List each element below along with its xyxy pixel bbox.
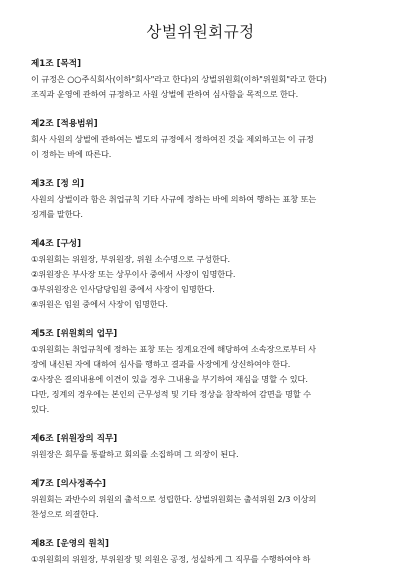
- article-text-line: ①위원회는 위원장, 부위원장, 위원 소수명으로 구성한다.: [31, 254, 231, 264]
- article-text-line: ②사장은 결의내용에 이견이 있을 경우 그내용을 부기하여 재심을 명할 수 있다.: [31, 374, 308, 384]
- article-3: [31, 178, 370, 222]
- article-text-line: 이 정하는 바에 따른다.: [31, 149, 112, 159]
- article-text-line: 조직과 운영에 관하여 규정하고 사원 상벌에 관하여 심사함을 목적으로 한다.: [31, 89, 299, 99]
- article-text-line: 회사 사원의 상벌에 관하여는 별도의 규정에서 정하여진 것을 제외하고는 이 규정: [31, 134, 314, 144]
- article-heading: 제1조 [목적]: [31, 59, 82, 69]
- article-heading: 제3조 [정 의]: [31, 179, 85, 189]
- article-heading: 제5조 [위원회의 업무]: [31, 329, 118, 339]
- article-7: [31, 478, 370, 522]
- article-text-line: 위원장은 회무를 통괄하고 회의를 소집하며 그 의장이 된다.: [31, 449, 239, 459]
- article-heading: 제7조 [의사정족수]: [31, 479, 106, 489]
- article-text-line: ③부위원장은 인사담당임원 중에서 사장이 임명한다.: [31, 284, 215, 294]
- article-heading: 제8조 [운영의 원칙]: [31, 539, 109, 549]
- article-text-line: ①위원회의 위원장, 부위원장 및 의원은 공정, 성실하게 그 직무를 수행하여야 하: [31, 554, 311, 564]
- article-6: [31, 433, 370, 462]
- article-text-line: 장에 내신된 자에 대하여 심사를 행하고 결과를 사장에게 상신하여야 한다.: [31, 359, 291, 369]
- document-title: 상벌위원회규정: [146, 23, 255, 41]
- article-text-line: ②위원장은 부사장 또는 상무이사 중에서 사장이 임명한다.: [31, 269, 236, 279]
- article-1: [31, 58, 370, 102]
- article-5: [31, 328, 370, 417]
- article-heading: 제6조 [위원장의 직무]: [31, 434, 118, 444]
- article-text-line: 사원의 상벌이라 함은 취업규칙 기타 사규에 정하는 바에 의하여 행하는 표창 또는: [31, 194, 317, 204]
- article-text-line: 찬성으로 의결한다.: [31, 509, 99, 519]
- article-text-line: 위원회는 과반수의 위원의 출석으로 성립한다. 상벌위원회는 출석위원 2/3 이상의: [31, 494, 317, 504]
- article-text-line: 이 규정은 ○○주식회사(이하"회사"라고 한다)의 상벌위원회(이하"위원회"라고 한다): [31, 74, 327, 84]
- article-text-line: 있다.: [31, 404, 50, 414]
- article-heading: 제4조 [구성]: [31, 239, 82, 249]
- article-4: [31, 238, 370, 312]
- article-text-line: ①위원회는 취업규칙에 정하는 표창 또는 징계요건에 해당하여 소속장으로부터 사: [31, 344, 316, 354]
- article-2: [31, 118, 370, 162]
- article-text-line: 징계를 말한다.: [31, 209, 83, 219]
- article-text-line: ④위원은 임원 중에서 사장이 임명한다.: [31, 299, 168, 309]
- article-heading: 제2조 [적용범위]: [31, 119, 98, 129]
- article-text-line: 다만, 징계의 경우에는 본인의 근무성적 및 기타 정상을 참작하여 감면을 명할 수: [31, 389, 311, 399]
- article-8: [31, 538, 370, 567]
